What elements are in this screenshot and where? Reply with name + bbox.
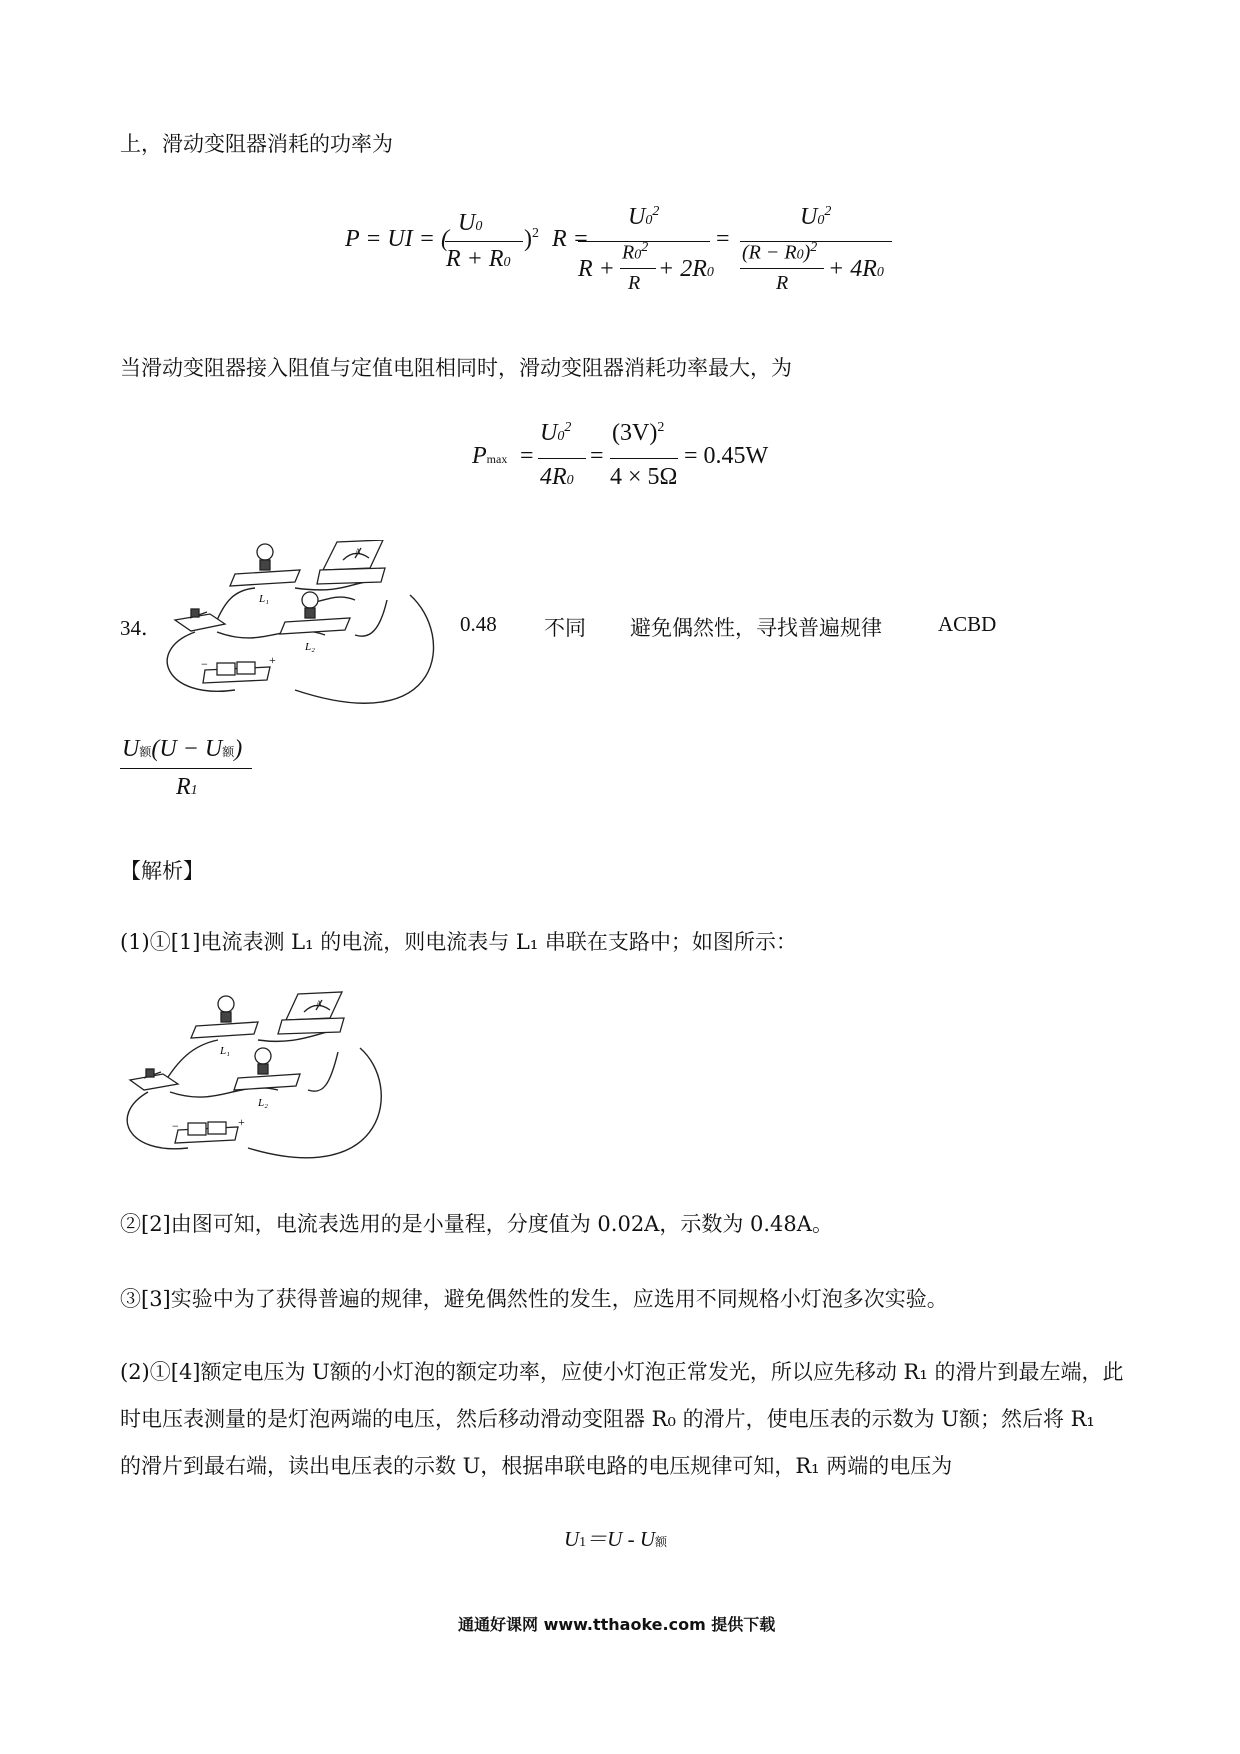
analysis-title: 【解析】 [120, 859, 204, 883]
bulb-l1-icon [230, 544, 300, 586]
formula2-result: = 0.45W [684, 443, 769, 469]
formula1-den3-fracnum: $(R - R0)^2$ [742, 240, 818, 264]
ammeter-icon-2 [278, 992, 344, 1034]
bulb-l2-icon-2 [234, 1048, 300, 1090]
battery-icon [203, 662, 270, 683]
text-line-2: 当滑动变阻器接入阻值与定值电阻相同时，滑动变阻器消耗功率最大，为 [120, 356, 792, 380]
label-l2: L₂ [305, 641, 315, 653]
circuit-diagram-2 [118, 990, 388, 1160]
formula1-den1: R + R0 [446, 246, 511, 272]
formula2-num2: $(3V)^2$ [612, 420, 665, 446]
label-meter: A [355, 547, 361, 556]
ammeter-icon [317, 540, 385, 584]
formula1-num1: U0 [458, 210, 483, 236]
formula2-num1: $U0^2$ [540, 420, 572, 446]
formula2-eq2: = [590, 443, 604, 469]
switch-icon [175, 609, 225, 631]
answer-current: 0.48 [460, 612, 497, 636]
answer-different: 不同 [544, 616, 586, 640]
analysis-para-1: (1)①[1]电流表测 L₁ 的电流，则电流表与 L₁ 串联在支路中；如图所示： [120, 930, 797, 954]
formula3-den: R1 [176, 774, 198, 800]
formula1-den2-b: + 2R0 [658, 256, 714, 282]
formula3-num: U额(U − U额) [122, 736, 243, 762]
formula1-den3-b: + 4R0 [828, 256, 884, 282]
label-minus: − [201, 657, 208, 671]
answer-order: ACBD [938, 612, 997, 636]
formula1-lhs: P = UI = ( [345, 226, 449, 252]
label-l1: L₁ [259, 593, 269, 605]
formula1-after: R = [552, 226, 589, 252]
circuit-diagram-1 [155, 540, 445, 710]
page-footer: 通通好课网 www.tthaoke.com 提供下载 [458, 1615, 776, 1634]
formula1-den3-fracden: R [776, 272, 789, 294]
analysis-para-2: ②[2]由图可知，电流表选用的是小量程，分度值为 0.02A，示数为 0.48A。 [120, 1212, 833, 1236]
voltage-formula: U1＝U - U额 [564, 1527, 668, 1551]
formula1-den2-a: R + [578, 256, 615, 282]
formula1-eq: = [716, 226, 730, 252]
formula1-num2: $U0^2$ [628, 204, 660, 230]
battery-icon-2 [175, 1122, 238, 1143]
question-number: 34． [120, 616, 162, 640]
formula2-den1: 4R0 [540, 464, 574, 490]
label-l2-2: L₂ [258, 1097, 268, 1109]
analysis-para-4-line-2: 时电压表测量的是灯泡两端的电压，然后移动滑动变阻器 R₀ 的滑片，使电压表的示数为 U额；然后将 R₁ [120, 1407, 1095, 1431]
label-plus-2: + [238, 1115, 245, 1129]
formula1-den2-fracnum: $R0^2$ [622, 240, 649, 264]
bulb-l2-icon [280, 592, 350, 634]
analysis-para-3: ③[3]实验中为了获得普遍的规律，避免偶然性的发生，应选用不同规格小灯泡多次实验。 [120, 1287, 948, 1311]
answer-reason: 避免偶然性，寻找普遍规律 [630, 616, 882, 640]
text-line-1: 上，滑动变阻器消耗的功率为 [120, 132, 393, 156]
analysis-para-4-line-1: (2)①[4]额定电压为 U额的小灯泡的额定功率，应使小灯泡正常发光，所以应先移动 R₁ 的滑片到最左端，此 [120, 1360, 1124, 1384]
label-minus-2: − [172, 1119, 179, 1133]
formula1-num3: $U0^2$ [800, 204, 832, 230]
analysis-para-4-line-3: 的滑片到最右端，读出电压表的示数 U，根据串联电路的电压规律可知，R₁ 两端的电压为 [120, 1454, 953, 1478]
formula2-eq1: = [520, 443, 534, 469]
formula2-den2: 4 × 5Ω [610, 464, 678, 490]
formula1-den2-fracden: R [628, 272, 641, 294]
label-meter-2: A [316, 999, 322, 1008]
bulb-l1-icon-2 [191, 996, 258, 1038]
formula1-close: )$^2$ [524, 226, 539, 252]
label-l1-2: L₁ [220, 1045, 230, 1057]
formula2-P: Pmax [472, 443, 508, 469]
label-plus: + [269, 653, 276, 667]
